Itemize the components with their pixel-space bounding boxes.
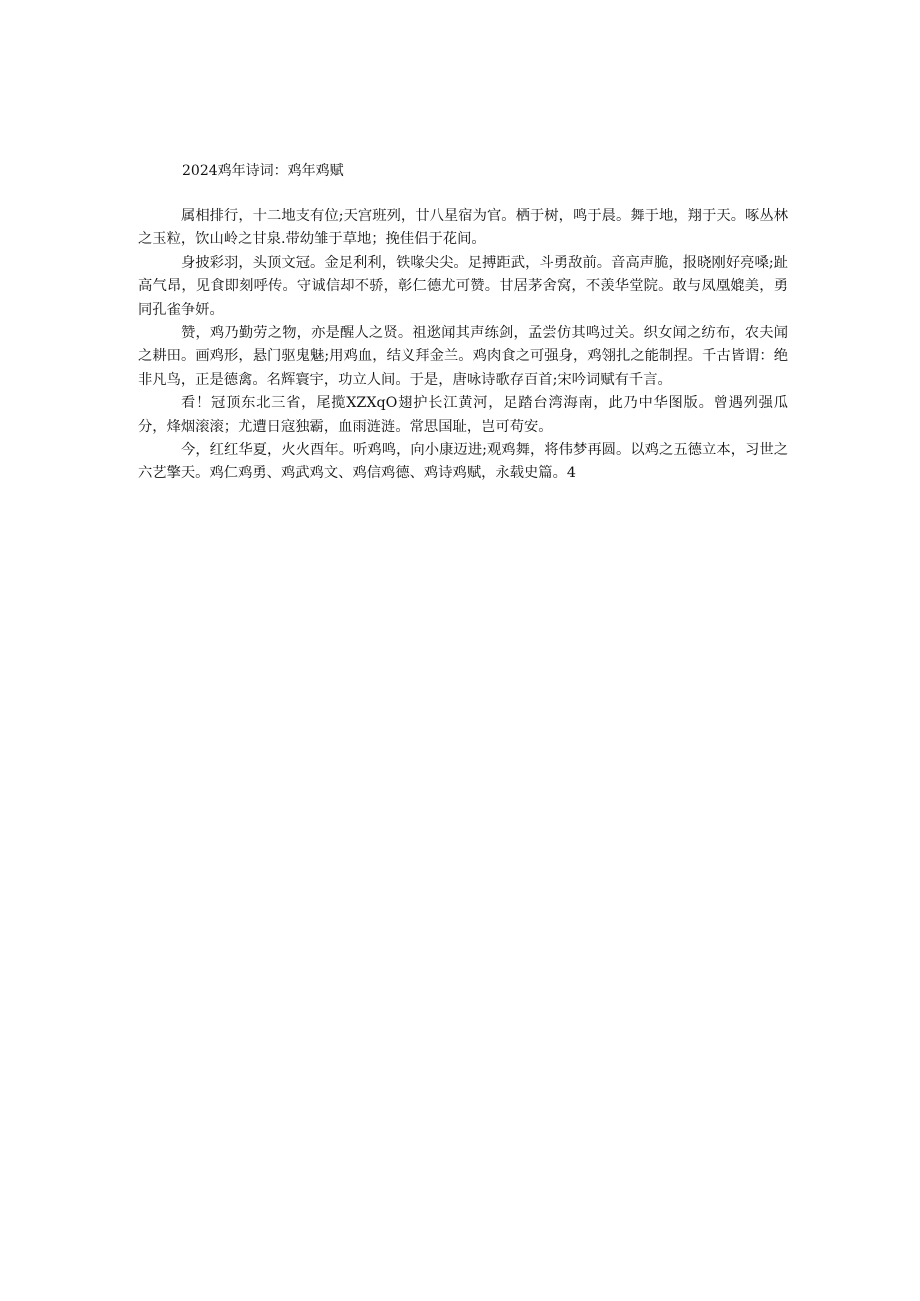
- paragraph: 今，红红华夏，火火酉年。听鸡鸣，向小康迈进;观鸡舞，将伟梦再圆。以鸡之五德立本，习世之六艺擎天。鸡仁鸡勇、鸡武鸡文、鸡信鸡德、鸡诗鸡赋，永载史篇。4: [138, 442, 788, 482]
- document-body: [138, 205, 788, 486]
- paragraph: 属相排行，十二地支有位;天宫班列，廿八星宿为官。栖于树，鸣于晨。舞于地，翔于天。啄丛林之玉粒，饮山岭之甘泉.带幼雏于草地；挽佳侣于花间。: [138, 208, 788, 248]
- document-title: 2024鸡年诗词：鸡年鸡赋: [182, 163, 344, 179]
- paragraph: 身披彩羽，头顶文冠。金足利利，铁喙尖尖。足搏距武，斗勇敌前。音高声脆，报晓刚好亮嗓;趾高气昂，见食即刻呼传。守诚信却不骄，彰仁德尤可赞。甘居茅舍窝，不羡华堂院。敢与凤凰媲美，勇同孔雀争妍。: [138, 254, 788, 318]
- paragraph: 赞，鸡乃勤劳之物，亦是醒人之贤。祖逖闻其声练剑，孟尝仿其鸣过关。织女闻之纺布，农夫闻之耕田。画鸡形，悬门驱鬼魅;用鸡血，结义拜金兰。鸡肉食之可强身，鸡翎扎之能制捏。千古皆谓：绝非凡鸟，正是德禽。名辉寰宇，功立人间。于是，唐咏诗歌存百首;宋吟词赋有千言。: [138, 325, 788, 388]
- paragraph: 看！冠顶东北三省，尾揽XZXqO翅护长江黄河，足踏台湾海南，此乃中华图版。曾遇列强瓜分，烽烟滚滚；尤遭日寇独霸，血雨涟涟。常思国耻，岂可苟安。: [138, 395, 788, 435]
